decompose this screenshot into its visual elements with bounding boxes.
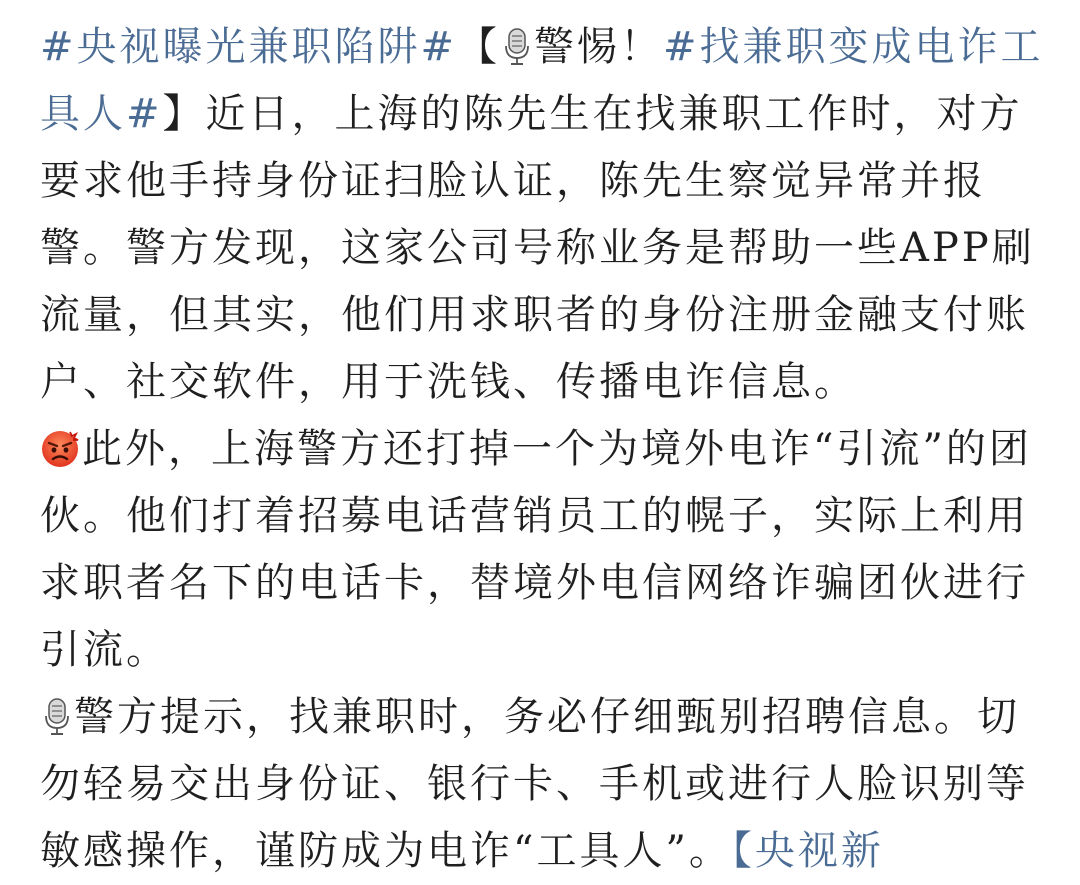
source-link-cctv-news[interactable]: 【央视新 bbox=[731, 828, 884, 874]
headline-warning: 警惕！ bbox=[534, 24, 664, 70]
post-body bbox=[40, 14, 1050, 885]
paragraph-3-cut-text: 等敏感操作，谨防成为电诈“工具人”。 bbox=[40, 761, 1029, 874]
bracket-open: 【 bbox=[457, 24, 501, 70]
post-paragraph-1 bbox=[40, 14, 1050, 416]
microphone-icon bbox=[504, 20, 530, 58]
paragraph-2-text: 此外，上海警方还打掉一个为境外电诈“引流”的团伙。他们打着招募电话营销员工的幌子，实际上利用求职者名下的电话卡，替境外电信网络诈骗团伙进行引流。 bbox=[40, 426, 1032, 673]
paragraph-3-text: 警方提示，找兼职时，务必仔细甄别招聘信息。切勿轻易交出身份证、银行卡、手机或进行人脸识别 bbox=[40, 694, 1020, 807]
bracket-close: 】 bbox=[162, 91, 206, 137]
hashtag-parttime-fraud-tool[interactable]: #找兼职变成电诈工具人# bbox=[40, 24, 1044, 137]
post-paragraph-3 bbox=[40, 684, 1050, 885]
hashtag-cctv-exposes-parttime-traps[interactable]: #央视曝光兼职陷阱# bbox=[40, 24, 458, 70]
paragraph-1-text: 近日，上海的陈先生在找兼职工作时，对方要求他手持身份证扫脸认证，陈先生察觉异常并报警。警方发现，这家公司号称业务是帮助一些APP刷流量，但其实，他们用求职者的身份注册金融支付账户、社交软件，用于洗钱、传播电诈信息。 bbox=[40, 91, 1035, 405]
angry-face-emoji-icon bbox=[40, 422, 80, 462]
post-paragraph-2 bbox=[40, 416, 1050, 684]
microphone-icon bbox=[44, 690, 70, 728]
